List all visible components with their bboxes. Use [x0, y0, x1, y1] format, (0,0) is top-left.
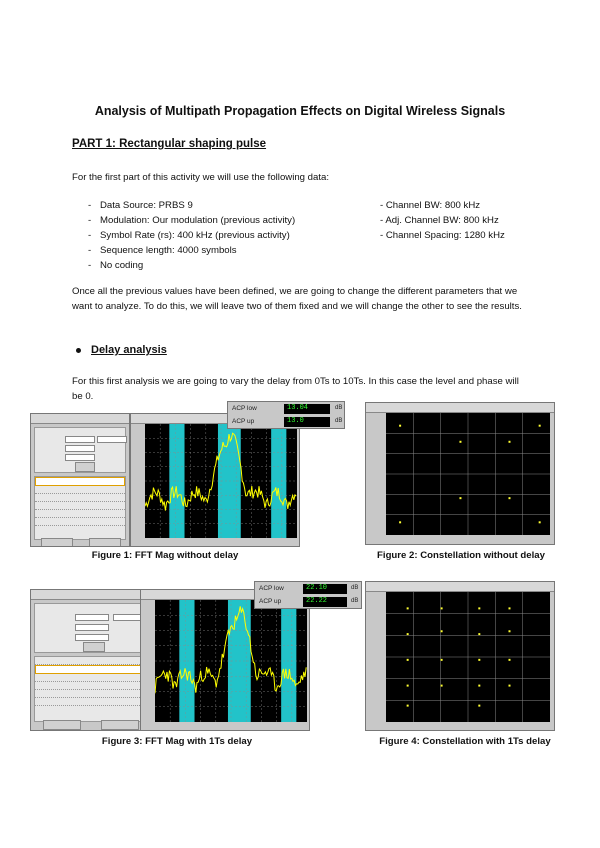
add-button[interactable] — [83, 642, 105, 652]
ok-button[interactable] — [43, 720, 81, 730]
constellation-point — [508, 441, 510, 443]
constellation-point — [407, 685, 409, 687]
fft-chart-1 — [145, 424, 297, 538]
phase-field[interactable] — [65, 454, 95, 461]
constellation-point — [508, 659, 510, 661]
table-row[interactable] — [35, 657, 150, 665]
paragraph-delay: For this first analysis we are going to vary the delay from 0Ts to 10Ts. In this case the level and phase will be 0. — [72, 376, 519, 402]
table-row[interactable] — [35, 690, 150, 698]
table-row[interactable] — [35, 518, 125, 526]
figure-1-fft-window — [130, 413, 300, 547]
fft-chart-2 — [155, 600, 307, 722]
delay-table — [34, 656, 151, 722]
table-row[interactable] — [35, 502, 125, 510]
window-title-bar — [31, 590, 154, 600]
constellation-point — [441, 659, 443, 661]
constellation-point — [539, 521, 541, 523]
constellation-point — [539, 425, 541, 427]
constellation-point — [508, 630, 510, 632]
part-heading: PART 1: Rectangular shaping pulse — [72, 138, 267, 150]
document-title: Analysis of Multipath Propagation Effects on Digital Wireless Signals — [94, 104, 506, 118]
acp-readout-2: ACP low 22.10 dB ACP up 22.22 dB — [254, 581, 362, 609]
intro-text: For the first part of this activity we will use the following data: — [72, 172, 330, 183]
delay-field[interactable] — [65, 436, 95, 443]
constellation-point — [478, 659, 480, 661]
caption-figure-2: Figure 2: Constellation without delay — [377, 550, 545, 561]
constellation-point — [441, 607, 443, 609]
acp-up-value: 22.22 — [303, 597, 347, 607]
constellation-chart-2 — [386, 592, 550, 722]
list-dash: - — [88, 260, 92, 271]
delay-settings-form — [34, 427, 126, 473]
constellation-chart-1 — [386, 413, 550, 535]
acp-low-value: 13.04 — [284, 404, 330, 414]
list-item: - Data Source: PRBS 9 - Channel BW: 800 kHz — [72, 198, 505, 213]
constellation-point — [399, 521, 401, 523]
figure-1-settings-panel — [30, 413, 130, 547]
table-row[interactable] — [35, 674, 150, 682]
constellation-point — [478, 685, 480, 687]
figure-3-fft-window — [140, 589, 310, 731]
constellation-point — [441, 685, 443, 687]
level-field[interactable] — [65, 445, 95, 452]
constellation-point — [399, 425, 401, 427]
paragraph-parameters: Once all the previous values have been defined, we are going to change the different parameters that we want to analyze. To do this, we will leave two of them fixed and we will change the other to see the results. — [72, 286, 522, 312]
table-row[interactable] — [35, 494, 125, 502]
table-row[interactable] — [35, 510, 125, 518]
list-item: - No coding — [72, 258, 505, 273]
delay-table — [34, 476, 126, 540]
constellation-point — [478, 705, 480, 707]
cancel-button[interactable] — [89, 538, 121, 547]
data-list — [72, 198, 505, 273]
acp-readout-1: ACP low 13.04 dB ACP up 13.0 dB — [227, 401, 345, 429]
list-dash: - — [88, 215, 92, 226]
delay-settings-form — [34, 603, 151, 653]
list-dash: - — [88, 200, 92, 211]
constellation-point — [478, 633, 480, 635]
add-button[interactable] — [75, 462, 95, 472]
caption-figure-1: Figure 1: FFT Mag without delay — [91, 550, 239, 561]
constellation-point — [441, 630, 443, 632]
figure-4-constellation-window — [365, 581, 555, 731]
table-row[interactable] — [35, 665, 150, 674]
table-row[interactable] — [35, 682, 150, 690]
constellation-point — [508, 685, 510, 687]
table-row[interactable] — [35, 486, 125, 494]
list-item: - Modulation: Our modulation (previous activity) - Adj. Channel BW: 800 kHz — [72, 213, 505, 228]
constellation-point — [459, 497, 461, 499]
constellation-point — [407, 607, 409, 609]
table-row[interactable] — [35, 698, 150, 706]
constellation-point — [407, 705, 409, 707]
constellation-point — [459, 441, 461, 443]
list-item: - Sequence length: 4000 symbols — [72, 243, 505, 258]
figure-2-constellation-window — [365, 402, 555, 545]
constellation-point — [508, 607, 510, 609]
list-item: - Symbol Rate (rs): 400 kHz (previous activity) - Channel Spacing: 1280 kHz — [72, 228, 505, 243]
window-title-bar — [366, 582, 554, 592]
table-row[interactable] — [35, 477, 125, 486]
unit-field[interactable] — [97, 436, 127, 443]
list-dash: - — [88, 245, 92, 256]
list-dash: - — [88, 230, 92, 241]
bullet-icon — [76, 348, 81, 353]
caption-figure-3: Figure 3: FFT Mag with 1Ts delay — [101, 736, 253, 747]
level-field[interactable] — [75, 624, 109, 631]
constellation-point — [407, 633, 409, 635]
delay-field[interactable] — [75, 614, 109, 621]
constellation-point — [407, 659, 409, 661]
figure-3-settings-panel — [30, 589, 155, 731]
acp-low-value: 22.10 — [303, 584, 347, 594]
acp-up-value: 13.0 — [284, 417, 330, 427]
phase-field[interactable] — [75, 634, 109, 641]
caption-figure-4: Figure 4: Constellation with 1Ts delay — [379, 736, 551, 747]
constellation-point — [478, 607, 480, 609]
window-title-bar — [31, 414, 129, 424]
ok-button[interactable] — [41, 538, 73, 547]
constellation-point — [508, 497, 510, 499]
cancel-button[interactable] — [101, 720, 139, 730]
delay-analysis-heading: Delay analysis — [76, 344, 167, 356]
window-title-bar — [366, 403, 554, 413]
